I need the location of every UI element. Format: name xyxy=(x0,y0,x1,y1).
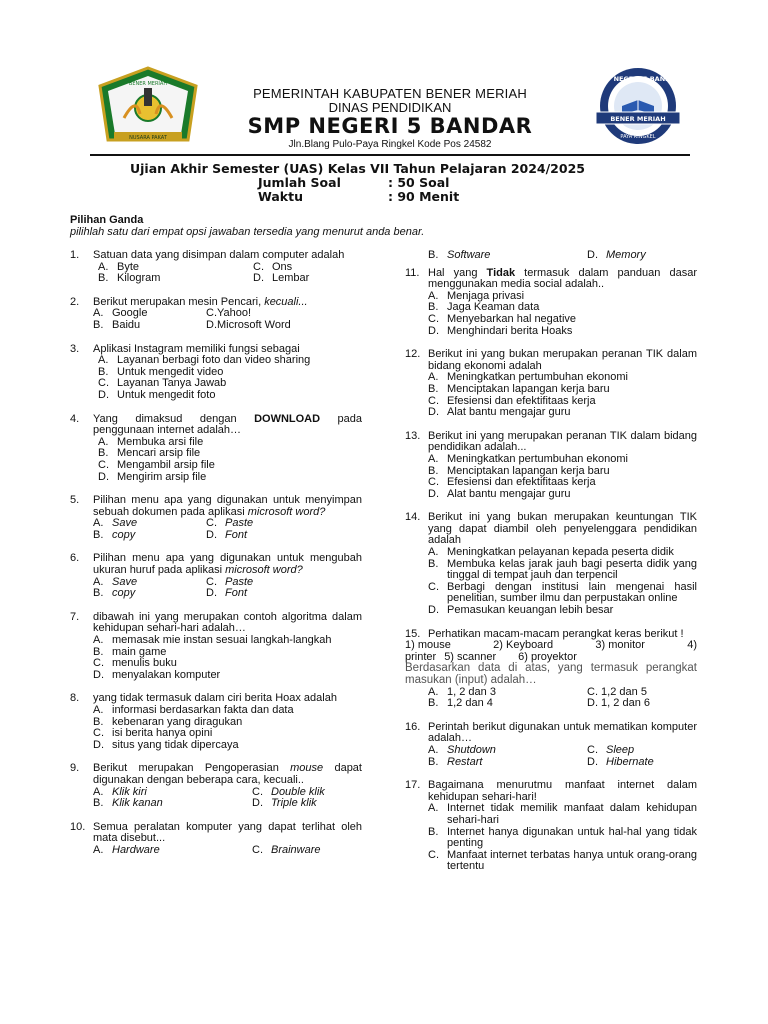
government-line: PEMERINTAH KABUPATEN BENER MERIAH xyxy=(253,86,527,101)
question-17: 17. Bagaimana menurutmu manfaat internet dalam kehidupan sehari-hari! A. Internet tidak memilik manfaat dalam kehidupan sehari-hari B. Internet hanya digunakan untuk hal-hal yang tidak penting C. Manfaat internet terbatas hanya untuk orang-orang tertentu xyxy=(405,779,697,873)
question-16: 16. Perintah berikut digunakan untuk mematikan komputer adalah… A. Shutdown C. Sleep B. Restart D. Hibernate xyxy=(405,720,697,768)
option-b[interactable]: Mencari arsip file xyxy=(117,447,201,460)
question-13: 13. Berikut ini yang merupakan peranan TIK dalam bidang pendidikan adalah... A. Meningkatkan pertumbuhan ekonomi B. Menciptakan lapangan kerja baru C. Efesiensi dan efektifitaas kerja D. Alat bantu mengajar guru xyxy=(405,429,697,500)
option-a[interactable]: Layanan berbagi foto dan video sharing xyxy=(117,354,311,367)
question-note: Berdasarkan data di atas, yang termasuk perangkat masukan (input) adalah… xyxy=(405,662,697,686)
option-c[interactable]: C. 1,2 dan 5 xyxy=(587,685,647,698)
option-d[interactable]: menyalakan komputer xyxy=(112,668,221,681)
question-count-value: : 50 Soal xyxy=(388,175,450,190)
option-d[interactable]: Triple klik xyxy=(271,797,317,810)
option-d[interactable]: Pemasukan keuangan lebih besar xyxy=(447,604,614,617)
option-a[interactable]: Meningkatkan pertumbuhan ekonomi xyxy=(447,371,629,384)
question-5: 5. Pilihan menu apa yang digunakan untuk menyimpan sebuah dokumen pada aplikasi microsoft word? A. Save C. Paste B. copy D. Font xyxy=(70,494,362,541)
svg-text:NUSARA PAKAT: NUSARA PAKAT xyxy=(129,135,167,141)
option-a[interactable]: Save xyxy=(112,575,138,588)
section-instruction: pilihlah satu dari empat opsi jawaban tersedia yang menurut anda benar. xyxy=(70,226,425,238)
option-c[interactable]: Layanan Tanya Jawab xyxy=(117,377,227,390)
option-d[interactable]: situs yang tidak dipercaya xyxy=(112,738,239,751)
question-2: 2. Berikut merupakan mesin Pencari, kecuali... A. Google C.Yahoo! B. Baidu D.Microsoft Word xyxy=(70,295,308,331)
question-8: 8. yang tidak termasuk dalam ciri berita Hoax adalah A. informasi berdasarkan fakta dan data B. kebenaran yang diragukan C. isi berita hanya opini D. situs yang tidak dipercaya xyxy=(70,693,362,751)
option-b[interactable]: Baidu xyxy=(112,318,141,331)
option-c[interactable]: isi berita hanya opini xyxy=(112,727,213,740)
school-name: SMP NEGERI 5 BANDAR xyxy=(247,114,533,138)
option-a[interactable]: Meningkatkan pertumbuhan ekonomi xyxy=(447,452,629,465)
option-d[interactable]: Menghindari berita Hoaks xyxy=(447,324,573,337)
option-d[interactable]: Hibernate xyxy=(606,755,654,768)
option-b[interactable]: Restart xyxy=(447,755,483,768)
option-a[interactable]: informasi berdasarkan fakta dan data xyxy=(112,704,294,716)
option-a[interactable]: Membuka arsi file xyxy=(117,435,204,448)
header-divider xyxy=(90,154,690,156)
option-d[interactable]: Lembar xyxy=(272,272,310,285)
option-c[interactable]: menulis buku xyxy=(112,657,177,670)
question-14: 14. Berikut ini yang bukan merupakan keuntungan TIK yang dapat diambil oleh penyelenggara pendidikan adalah A. Meningkatkan pelayanan kepada peserta didik B. Membuka kelas jarak jauh bagi peserta didik yang tinggal di tempat jauh dan terpencil C. Berbagi dengan institusi lain mengenai hasil penelitian, sumber ilmu dan perpustakan online D. Pemasukan keuangan lebih besar xyxy=(405,511,697,617)
hardware-list: 1) mouse 2) Keyboard 3) monitor 4) xyxy=(405,639,697,652)
question-1: 1. Satuan data yang disimpan dalam computer adalah A. Byte C. Ons B. Kilogram D. Lembar xyxy=(70,249,345,285)
option-b[interactable]: copy xyxy=(112,587,136,600)
option-a[interactable]: Internet tidak memilik manfaat dalam kehidupan sehari-hari xyxy=(447,802,697,826)
option-d[interactable]: Mengirim arsip file xyxy=(117,470,207,483)
option-c[interactable]: Efesiensi dan efektifitaas kerja xyxy=(447,394,596,407)
option-a[interactable]: Save xyxy=(112,517,138,530)
option-a[interactable]: Hardware xyxy=(112,843,160,856)
option-a[interactable]: memasak mie instan sesuai langkah-langkah xyxy=(112,634,332,647)
option-a[interactable]: Byte xyxy=(117,260,140,273)
question-9: 9. Berikut merupakan Pengoperasian mouse dapat digunakan dengan beberapa cara, kecuali.. A. Klik kiri C. Double klik B. Klik kanan D. Triple klik xyxy=(70,762,362,810)
option-d[interactable]: Alat bantu mengajar guru xyxy=(447,406,571,419)
svg-text:BENER MERIAH: BENER MERIAH xyxy=(610,115,666,123)
left-column xyxy=(70,250,362,869)
option-b[interactable]: Jaga Keaman data xyxy=(447,301,540,314)
question-6: 6. Pilihan menu apa yang digunakan untuk mengubah ukuran huruf pada aplikasi microsoft word? A. Save C. Paste B. copy D. Font xyxy=(70,552,362,600)
option-c[interactable]: Double klik xyxy=(271,785,325,798)
svg-text:SMP NEGERI 5 BANDAR: SMP NEGERI 5 BANDAR xyxy=(595,75,681,83)
time-label: Waktu xyxy=(258,189,303,204)
option-b[interactable]: Kilogram xyxy=(117,272,161,285)
option-c[interactable]: C.Yahoo! xyxy=(206,307,252,320)
question-count-label: Jumlah Soal xyxy=(258,175,341,190)
option-b[interactable]: Menciptakan lapangan kerja baru xyxy=(447,464,610,477)
right-column xyxy=(405,250,697,885)
option-b[interactable]: Membuka kelas jarak jauh bagi peserta didik yang tinggal di tempat jauh dan terpencil xyxy=(447,557,697,582)
option-a[interactable]: Shutdown xyxy=(447,743,496,756)
school-address: Jln.Blang Pulo-Paya Ringkel Kode Pos 24582 xyxy=(288,139,492,150)
exam-info xyxy=(130,162,585,204)
time-value: : 90 Menit xyxy=(388,189,460,204)
option-a[interactable]: Klik kiri xyxy=(112,785,147,798)
option-c[interactable]: Brainware xyxy=(271,843,321,856)
exam-title: Ujian Akhir Semester (UAS) Kelas VII Tahun Pelajaran 2024/2025 xyxy=(130,161,585,176)
option-d[interactable]: Memory xyxy=(606,249,646,261)
question-12: 12. Berikut ini yang bukan merupakan peranan TIK dalam bidang ekonomi adalah A. Meningkatkan pertumbuhan ekonomi B. Menciptakan lapangan kerja baru C. Efesiensi dan efektifitaas kerja D. Alat bantu mengajar guru xyxy=(405,348,697,419)
option-c[interactable]: Paste xyxy=(225,517,254,530)
option-b[interactable]: Menciptakan lapangan kerja baru xyxy=(447,382,610,395)
section-header xyxy=(70,214,424,238)
option-d[interactable]: D. 1, 2 dan 6 xyxy=(587,697,650,710)
svg-text:BENER MERIAH: BENER MERIAH xyxy=(128,81,168,87)
option-d[interactable]: Alat bantu mengajar guru xyxy=(447,487,571,500)
option-b[interactable]: Untuk mengedit video xyxy=(117,365,224,378)
section-title: Pilihan Ganda xyxy=(70,214,144,226)
option-b[interactable]: kebenaran yang diragukan xyxy=(112,715,243,728)
question-3: 3. Aplikasi Instagram memiliki fungsi sebagai A. Layanan berbagi foto dan video sharing B. Untuk mengedit video C. Layanan Tanya Jawab D. Untuk mengedit foto xyxy=(70,344,362,402)
question-11: 11. Hal yang Tidak termasuk dalam panduan dasar menggunakan media social adalah.. A. Menjaga privasi B. Jaga Keaman data C. Menyebarkan hal negative D. Menghindari berita Hoaks xyxy=(405,266,697,337)
svg-text:PAYA RINGKEL: PAYA RINGKEL xyxy=(620,134,656,140)
option-b[interactable]: Software xyxy=(447,249,491,261)
option-a[interactable]: 1, 2 dan 3 xyxy=(447,685,496,698)
option-c[interactable]: Paste xyxy=(225,575,254,588)
option-c[interactable]: Berbagi dengan institusi lain mengenai hasil penelitian, sumber ilmu dan perpustakan online xyxy=(447,580,697,605)
option-b[interactable]: copy xyxy=(112,528,136,541)
question-15: 15. Perhatikan macam-macam perangkat keras berikut ! 1) mouse 2) Keyboard 3) monitor 4) printer 5) scanner 6) proyektor Berdasarkan data di atas, yang termasuk perangkat masukan (input) adalah… A. 1, 2 dan 3 C. 1,2 dan 5 B. 1,2 dan 4 D. 1, 2 dan 6 xyxy=(405,627,697,710)
question-10: 10. Semua peralatan komputer yang dapat terlihat oleh mata disebut... A. Hardware C. Brainware xyxy=(70,820,362,856)
department-line: DINAS PENDIDIKAN xyxy=(328,100,452,115)
option-a[interactable]: Google xyxy=(112,307,148,320)
question-7: 7. dibawah ini yang merupakan contoh algoritma dalam kehidupan sehari-hari adalah… A. memasak mie instan sesuai langkah-langkah B. main game C. menulis buku D. menyalakan komputer xyxy=(70,610,362,681)
question-10-continued: B. Software D. Memory xyxy=(428,249,646,261)
option-c[interactable]: Ons xyxy=(272,260,293,273)
option-b[interactable]: Internet hanya digunakan untuk hal-hal yang tidak penting xyxy=(447,825,697,850)
regency-emblem-logo xyxy=(96,66,200,146)
option-c[interactable]: Menyebarkan hal negative xyxy=(447,312,577,325)
option-c[interactable]: Mengambil arsip file xyxy=(117,458,215,471)
option-d[interactable]: D.Microsoft Word xyxy=(206,318,291,331)
option-d[interactable]: Untuk mengedit foto xyxy=(117,388,216,401)
question-4: 4. Yang dimaksud dengan DOWNLOAD pada penggunaan internet adalah… A. Membuka arsi file B. Mencari arsip file C. Mengambil arsip file D. Mengirim arsip file xyxy=(70,412,362,483)
option-a[interactable]: Meningkatkan pelayanan kepada peserta didik xyxy=(447,546,674,559)
option-c[interactable]: Manfaat internet terbatas hanya untuk orang-orang tertentu xyxy=(447,848,697,873)
option-b[interactable]: Klik kanan xyxy=(112,797,163,810)
option-d[interactable]: Font xyxy=(225,587,248,600)
option-a[interactable]: Menjaga privasi xyxy=(447,289,525,302)
option-c[interactable]: Sleep xyxy=(606,743,635,756)
option-d[interactable]: Font xyxy=(225,528,248,541)
option-c[interactable]: Efesiensi dan efektifitaas kerja xyxy=(447,476,596,489)
option-b[interactable]: main game xyxy=(112,645,167,658)
school-logo xyxy=(590,66,686,148)
option-b[interactable]: 1,2 dan 4 xyxy=(447,697,493,710)
